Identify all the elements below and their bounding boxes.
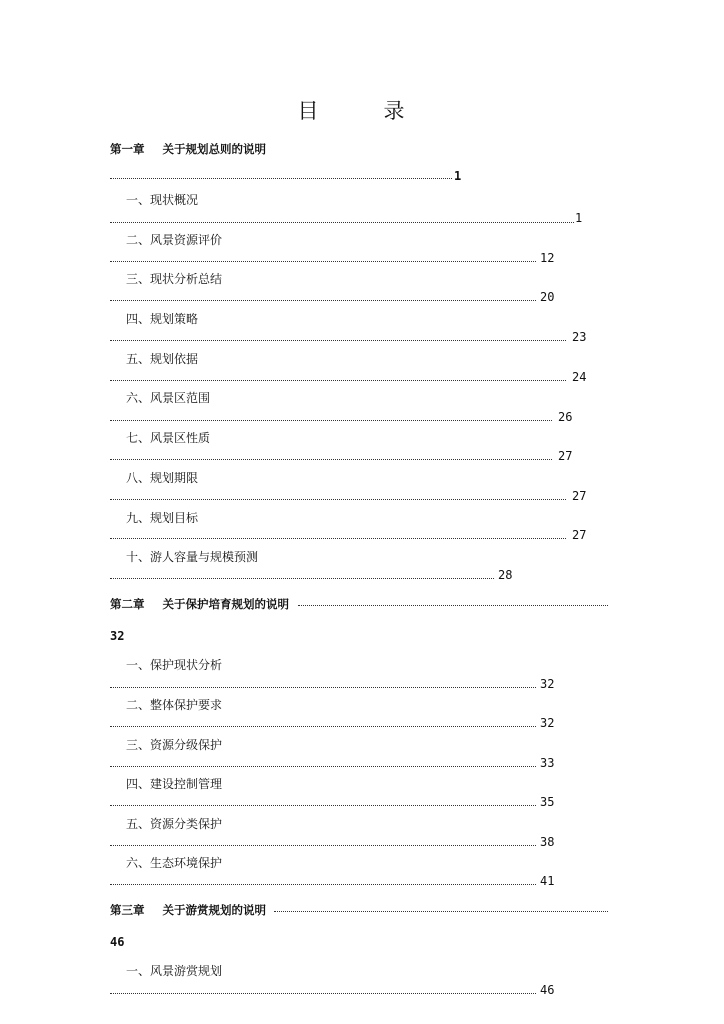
dot-leader [110, 420, 552, 421]
page-number[interactable]: 23 [572, 330, 587, 344]
toc-entry[interactable]: 九、规划目标 [126, 511, 199, 525]
page-number[interactable]: 24 [572, 370, 587, 384]
chapter-heading[interactable] [110, 141, 266, 157]
chapter-heading[interactable] [110, 902, 266, 918]
dot-leader [110, 459, 552, 460]
page-number[interactable]: 32 [110, 629, 125, 643]
toc-entry[interactable]: 六、风景区范围 [126, 391, 211, 405]
dot-leader [110, 726, 536, 727]
dot-leader [110, 300, 536, 301]
dot-leader [110, 884, 536, 885]
chapter-title: 关于游赏规划的说明 [162, 903, 266, 917]
toc-entry[interactable]: 一、风景游赏规划 [126, 964, 223, 978]
chapter-title: 关于规划总则的说明 [162, 142, 266, 156]
toc-entry[interactable]: 二、整体保护要求 [126, 698, 223, 712]
dot-leader [110, 578, 494, 579]
toc-entry[interactable]: 五、规划依据 [126, 352, 199, 366]
chapter-number: 第三章 [110, 903, 145, 917]
dot-leader [110, 993, 536, 994]
toc-entry[interactable]: 一、现状概况 [126, 193, 199, 207]
toc-entry[interactable]: 五、资源分类保护 [126, 817, 223, 831]
toc-entry[interactable]: 四、规划策略 [126, 312, 199, 326]
page-number[interactable]: 27 [572, 528, 587, 542]
toc-entry[interactable]: 三、资源分级保护 [126, 738, 223, 752]
chapter-number: 第一章 [110, 142, 145, 156]
page-number[interactable]: 28 [498, 568, 513, 582]
toc-entry[interactable]: 二、风景资源评价 [126, 233, 223, 247]
dot-leader [110, 687, 536, 688]
dot-leader [110, 261, 536, 262]
page-number[interactable]: 1 [575, 211, 583, 225]
toc-entry[interactable]: 四、建设控制管理 [126, 777, 223, 791]
page-number[interactable]: 46 [110, 935, 125, 949]
chapter-title: 关于保护培育规划的说明 [162, 597, 289, 611]
dot-leader [110, 178, 452, 179]
page-number[interactable]: 46 [540, 983, 555, 997]
dot-leader [298, 605, 608, 606]
toc-entry[interactable]: 三、现状分析总结 [126, 272, 223, 286]
dot-leader [110, 380, 566, 381]
chapter-number: 第二章 [110, 597, 145, 611]
toc-title: 目 录 [297, 99, 427, 123]
chapter-heading[interactable] [110, 596, 289, 612]
dot-leader [110, 499, 566, 500]
dot-leader [110, 340, 566, 341]
toc-entry[interactable]: 八、规划期限 [126, 471, 199, 485]
dot-leader [110, 766, 536, 767]
page-number[interactable]: 38 [540, 835, 555, 849]
page-number[interactable]: 26 [558, 410, 573, 424]
page-number[interactable]: 41 [540, 874, 555, 888]
page-number[interactable]: 1 [454, 169, 462, 183]
page-number[interactable]: 12 [540, 251, 555, 265]
dot-leader [110, 222, 574, 223]
toc-entry[interactable]: 七、风景区性质 [126, 431, 211, 445]
toc-entry[interactable]: 六、生态环境保护 [126, 856, 223, 870]
page-number[interactable]: 27 [572, 489, 587, 503]
page-number[interactable]: 35 [540, 795, 555, 809]
toc-entry[interactable]: 十、游人容量与规模预测 [126, 550, 259, 564]
page-number[interactable]: 33 [540, 756, 555, 770]
page-number[interactable]: 32 [540, 716, 555, 730]
toc-entry[interactable]: 一、保护现状分析 [126, 658, 223, 672]
page-number[interactable]: 32 [540, 677, 555, 691]
dot-leader [110, 538, 566, 539]
page-number[interactable]: 27 [558, 449, 573, 463]
dot-leader [110, 845, 536, 846]
dot-leader [110, 805, 536, 806]
page-number[interactable]: 20 [540, 290, 555, 304]
dot-leader [274, 911, 608, 912]
